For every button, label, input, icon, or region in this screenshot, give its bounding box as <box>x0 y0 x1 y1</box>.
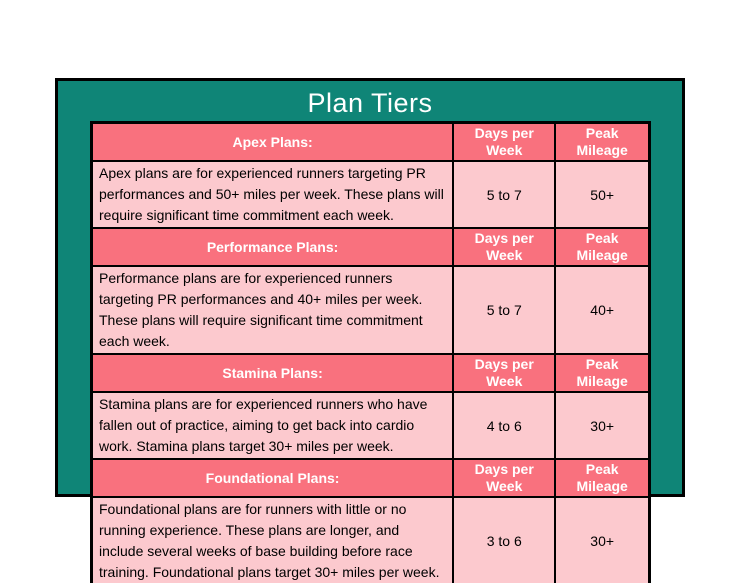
plan-section-title: Foundational Plans: <box>92 459 454 497</box>
column-header-mileage: Peak Mileage <box>555 228 649 266</box>
days-value: 5 to 7 <box>453 161 555 228</box>
column-header-mileage: Peak Mileage <box>555 123 649 162</box>
section-header-row-performance <box>92 228 650 266</box>
plan-section-title: Performance Plans: <box>92 228 454 266</box>
plan-tiers-table <box>90 121 651 583</box>
plan-description: Foundational plans are for runners with little or no running experience. These plans are longer, and include several weeks of base building before race training. Foundational plans target 30+ miles per week. <box>92 497 454 583</box>
page-title: Plan Tiers <box>307 88 433 118</box>
section-body-row-foundational <box>92 497 650 583</box>
plan-description: Performance plans are for experienced runners targeting PR performances and 40+ miles per week. These plans will require significant time commitment each week. <box>92 266 454 354</box>
column-header-days: Days per Week <box>453 354 555 392</box>
plan-description: Apex plans are for experienced runners targeting PR performances and 50+ miles per week. These plans will require significant time commitment each week. <box>92 161 454 228</box>
days-value: 4 to 6 <box>453 392 555 459</box>
column-header-days: Days per Week <box>453 459 555 497</box>
column-header-days: Days per Week <box>453 228 555 266</box>
plan-section-title: Apex Plans: <box>92 123 454 162</box>
section-body-row-apex <box>92 161 650 228</box>
column-header-mileage: Peak Mileage <box>555 459 649 497</box>
column-header-mileage: Peak Mileage <box>555 354 649 392</box>
mileage-value: 30+ <box>555 497 649 583</box>
plan-description: Stamina plans are for experienced runners who have fallen out of practice, aiming to get back into cardio work. Stamina plans target 30+ miles per week. <box>92 392 454 459</box>
section-header-row-foundational <box>92 459 650 497</box>
plan-section-title: Stamina Plans: <box>92 354 454 392</box>
section-body-row-stamina <box>92 392 650 459</box>
section-header-row-apex <box>92 123 650 162</box>
section-header-row-stamina <box>92 354 650 392</box>
column-header-days: Days per Week <box>453 123 555 162</box>
mileage-value: 50+ <box>555 161 649 228</box>
section-body-row-performance <box>92 266 650 354</box>
mileage-value: 30+ <box>555 392 649 459</box>
days-value: 5 to 7 <box>453 266 555 354</box>
days-value: 3 to 6 <box>453 497 555 583</box>
mileage-value: 40+ <box>555 266 649 354</box>
plan-tiers-board <box>55 78 685 580</box>
